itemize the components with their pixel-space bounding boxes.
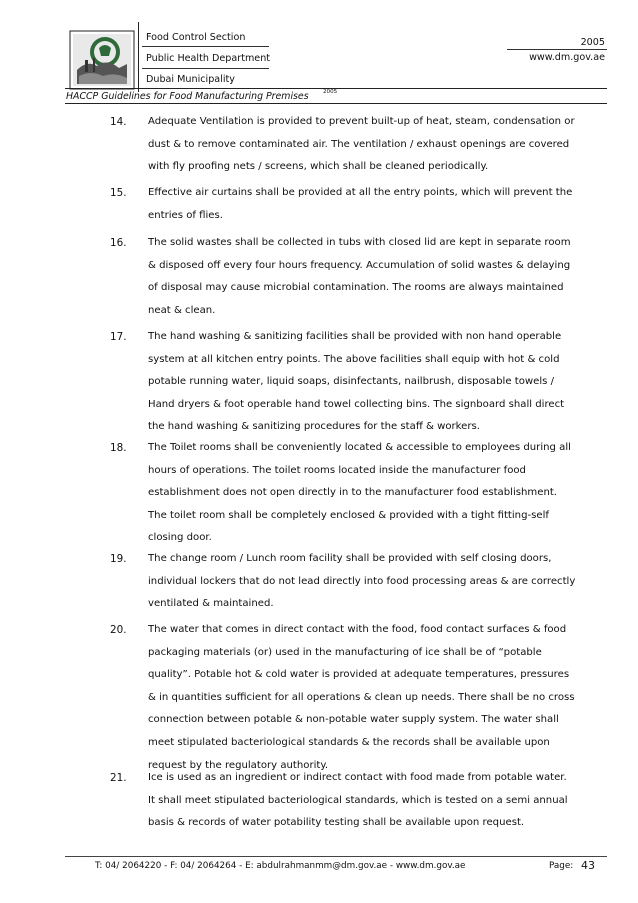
dubai-municipality-logo-icon xyxy=(69,30,135,90)
text-line: of disposal may cause microbial contamination. The rooms are always maintained xyxy=(148,282,564,294)
item-text xyxy=(148,437,605,550)
item-text xyxy=(148,326,605,439)
text-line: establishment does not open directly in to the manufacturer food establishment. xyxy=(148,487,558,499)
text-line: individual lockers that do not lead directly into food processing areas & are correctly xyxy=(148,575,576,587)
item-number: 21. xyxy=(110,772,127,784)
org-section-name: Food Control Section xyxy=(146,32,246,43)
footer-rule xyxy=(65,856,607,857)
text-line: & disposed off every four hours frequency. Accumulation of solid wastes & delaying xyxy=(148,259,571,271)
text-line: closing door. xyxy=(148,532,212,544)
text-line: with fly proofing nets / screens, which shall be cleaned periodically. xyxy=(148,161,489,173)
header-rule xyxy=(142,46,269,47)
footer-contact-info: T: 04/ 2064220 - F: 04/ 2064264 - E: abdulrahmanmm@dm.gov.ae - www.dm.gov.ae xyxy=(95,861,466,871)
header-year: 2005 xyxy=(580,37,605,48)
text-line: packaging materials (or) used in the manufacturing of ice shall be of “potable xyxy=(148,646,542,658)
header-divider xyxy=(138,22,139,92)
item-number: 15. xyxy=(110,187,127,199)
item-text xyxy=(148,111,605,179)
text-line: system at all kitchen entry points. The above facilities shall equip with hot & cold xyxy=(148,353,560,365)
document-title-bar xyxy=(65,88,607,104)
text-line: The hand washing & sanitizing facilities shall be provided with non hand operable xyxy=(148,331,562,342)
text-line: meet stipulated bacteriological standards & the records shall be available upon xyxy=(148,736,550,748)
text-line: dust & to remove contaminated air. The ventilation / exhaust openings are covered xyxy=(148,138,570,150)
text-line: Adequate Ventilation is provided to prevent built-up of heat, steam, condensation or xyxy=(148,116,575,127)
text-line: & in quantities sufficient for all operations & clean up needs. There shall be no cross xyxy=(148,691,575,703)
org-department-name: Public Health Department xyxy=(146,53,271,64)
text-line: hours of operations. The toilet rooms located inside the manufacturer food xyxy=(148,464,526,476)
document-title-year: 2005 xyxy=(323,89,338,95)
header-rule xyxy=(142,68,269,69)
item-number: 20. xyxy=(110,624,127,636)
text-line: neat & clean. xyxy=(148,304,216,316)
item-text xyxy=(148,232,605,322)
text-line: The Toilet rooms shall be conveniently located & accessible to employees during all xyxy=(148,442,571,453)
text-line: The change room / Lunch room facility shall be provided with self closing doors, xyxy=(148,553,552,564)
item-number: 14. xyxy=(110,116,127,128)
text-line: quality”. Potable hot & cold water is provided at adequate temperatures, pressures xyxy=(148,669,570,681)
header-rule xyxy=(507,49,607,50)
text-line: Ice is used as an ingredient or indirect contact with food made from potable water. xyxy=(148,772,567,783)
page-footer xyxy=(95,859,600,873)
page-header xyxy=(65,22,607,92)
item-text xyxy=(148,767,605,835)
text-line: It shall meet stipulated bacteriological standards, which is tested on a semi annual xyxy=(148,794,568,806)
footer-page-label: Page: xyxy=(549,861,574,871)
org-municipality-name: Dubai Municipality xyxy=(146,74,235,85)
text-line: request by the regulatory authority. xyxy=(148,759,329,771)
text-line: Effective air curtains shall be provided at all the entry points, which will prevent the xyxy=(148,187,573,198)
text-line: potable running water, liquid soaps, disinfectants, nailbrush, disposable towels / xyxy=(148,376,555,388)
text-line: entries of flies. xyxy=(148,209,223,221)
text-line: Hand dryers & foot operable hand towel collecting bins. The signboard shall direct xyxy=(148,398,565,410)
text-line: The water that comes in direct contact with the food, food contact surfaces & food xyxy=(148,624,567,635)
footer-page-number: 43 xyxy=(581,859,595,872)
text-line: the hand washing & sanitizing procedures for the staff & workers. xyxy=(148,421,480,433)
text-line: connection between potable & non-potable water supply system. The water shall xyxy=(148,714,559,726)
text-line: ventilated & maintained. xyxy=(148,598,274,610)
text-line: basis & records of water potability testing shall be available upon request. xyxy=(148,817,525,829)
text-line: The toilet room shall be completely enclosed & provided with a tight fitting-self xyxy=(148,509,549,521)
header-website: www.dm.gov.ae xyxy=(529,52,605,63)
item-text xyxy=(148,548,605,616)
text-line: The solid wastes shall be collected in tubs with closed lid are kept in separate room xyxy=(148,237,571,248)
item-text xyxy=(148,619,605,777)
item-number: 19. xyxy=(110,553,127,565)
item-number: 18. xyxy=(110,442,127,454)
item-number: 16. xyxy=(110,237,127,249)
document-title: HACCP Guidelines for Food Manufacturing Premises xyxy=(66,91,309,102)
item-text xyxy=(148,182,605,227)
item-number: 17. xyxy=(110,331,127,343)
